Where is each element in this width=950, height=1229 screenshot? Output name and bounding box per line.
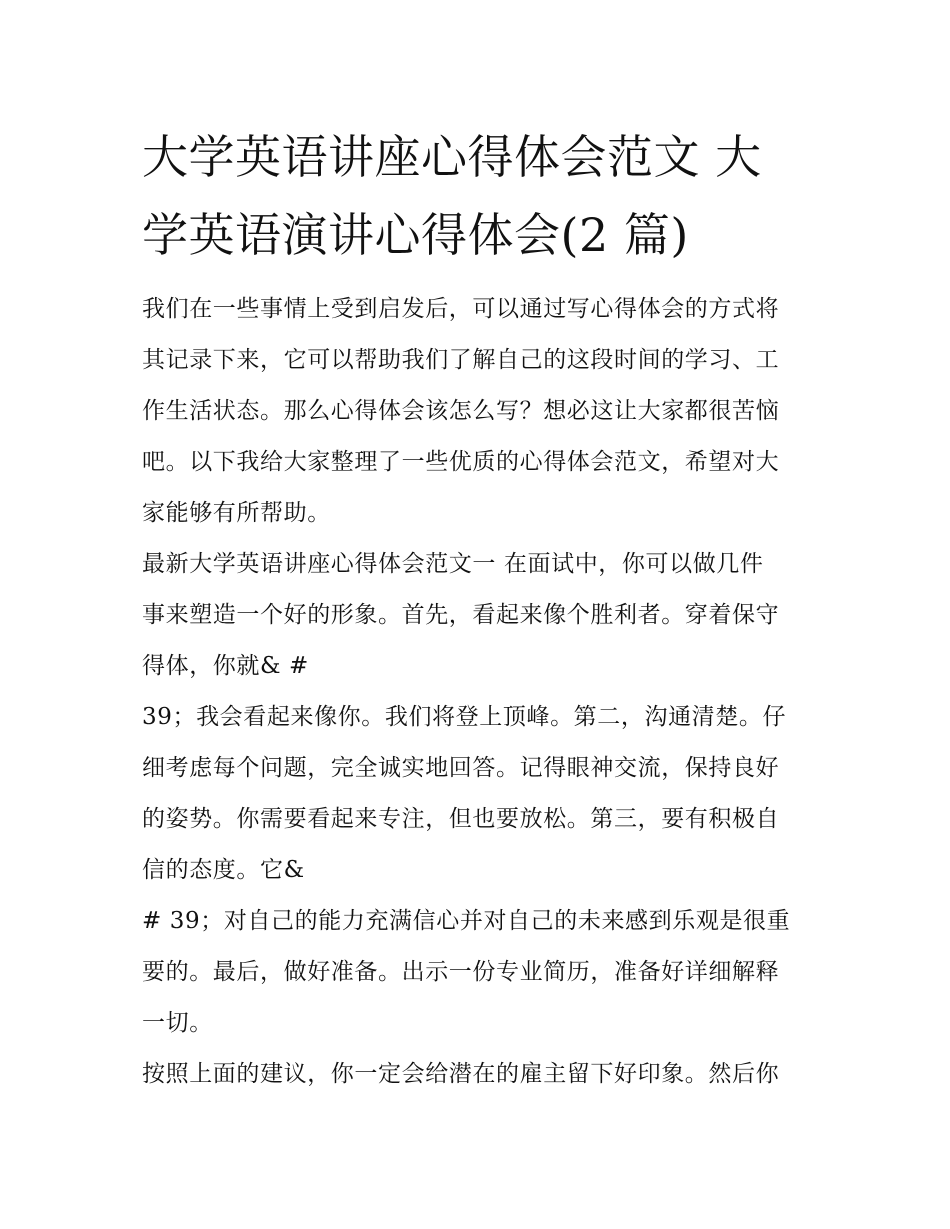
text-line: 39；我会看起来像你。我们将登上顶峰。第二，沟通清楚。仔 xyxy=(142,704,787,730)
text-line: 得体，你就& # xyxy=(142,653,309,679)
paragraph-conclusion xyxy=(142,1049,814,1100)
text-line: 家能够有所帮助。 xyxy=(142,500,331,526)
title-line-2: 学英语演讲心得体会(2 篇) xyxy=(142,208,689,262)
paragraph-essay-one xyxy=(142,539,814,692)
text-line: 细考虑每个问题，完全诚实地回答。记得眼神交流，保持良好 xyxy=(142,755,780,781)
text-line: 吧。以下我给大家整理了一些优质的心得体会范文，希望对大 xyxy=(142,449,780,475)
document-body xyxy=(142,284,814,1100)
text-line: 事来塑造一个好的形象。首先，看起来像个胜利者。穿着保守 xyxy=(142,602,780,628)
document-title xyxy=(142,118,814,274)
title-line-1: 大学英语讲座心得体会范文 大 xyxy=(142,130,762,184)
paragraph-confidence xyxy=(142,896,814,1049)
text-line: 我们在一些事情上受到启发后，可以通过写心得体会的方式将 xyxy=(142,296,780,322)
text-line: # 39；对自己的能力充满信心并对自己的未来感到乐观是很重 xyxy=(142,908,791,934)
paragraph-interview-tips xyxy=(142,692,814,896)
text-line: 作生活状态。那么心得体会该怎么写？想必这让大家都很苦恼 xyxy=(142,398,780,424)
text-line: 最新大学英语讲座心得体会范文一 在面试中，你可以做几件 xyxy=(142,551,764,577)
document-page xyxy=(142,118,814,1100)
text-line: 的姿势。你需要看起来专注，但也要放松。第三，要有积极自 xyxy=(142,806,780,832)
text-line: 其记录下来，它可以帮助我们了解自己的这段时间的学习、工 xyxy=(142,347,780,373)
text-line: 按照上面的建议，你一定会给潜在的雇主留下好印象。然后你 xyxy=(142,1061,780,1087)
paragraph-intro xyxy=(142,284,814,539)
text-line: 一切。 xyxy=(142,1010,213,1036)
text-line: 信的态度。它& xyxy=(142,857,305,883)
text-line: 要的。最后，做好准备。出示一份专业简历，准备好详细解释 xyxy=(142,959,780,985)
